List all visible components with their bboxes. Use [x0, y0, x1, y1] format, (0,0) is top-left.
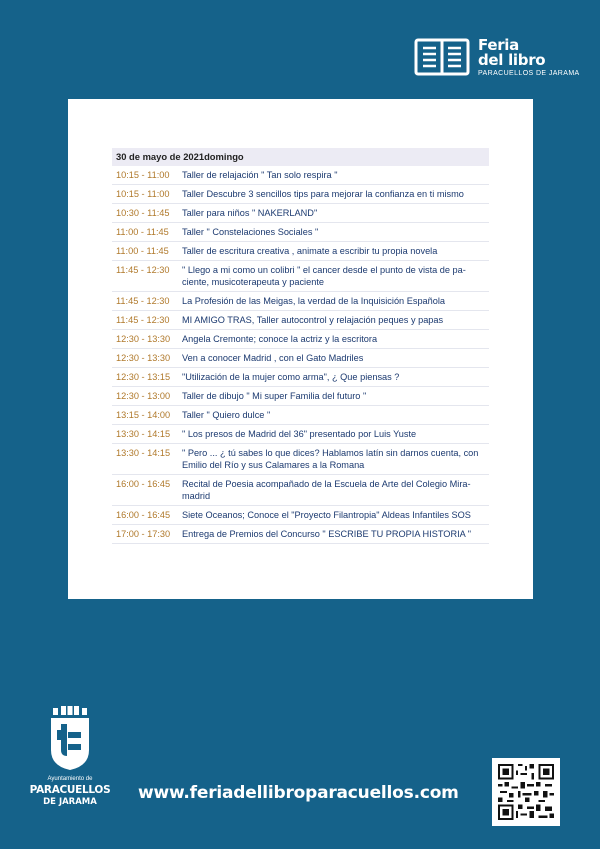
- row-activity: Taller de escritura creativa , animate a escribir tu propia novela: [182, 246, 438, 256]
- schedule-row: [112, 425, 489, 444]
- row-activity: Ven a conocer Madrid , con el Gato Madriles: [182, 353, 364, 363]
- row-activity: La Profesión de las Meigas, la verdad de la Inquisición Española: [182, 296, 446, 306]
- row-activity: " Pero ... ¿ tú sabes lo que dices? Hablamos latín sin darnos cuenta, con Emilio del Río y sus Calamares a la Romana: [182, 448, 479, 470]
- row-time: 12:30 - 13:15: [116, 372, 171, 382]
- qr-code-icon: [498, 764, 554, 820]
- row-activity: Recital de Poesia acompañado de la Escuela de Arte del Colegio Mira-madrid: [182, 479, 471, 501]
- schedule-row: [112, 506, 489, 525]
- feria-logo: [414, 38, 584, 80]
- row-activity: "Utilización de la mujer como arma", ¿ Que piensas ?: [182, 372, 400, 382]
- row-time: 11:45 - 12:30: [116, 265, 170, 275]
- schedule-row: [112, 368, 489, 387]
- row-time: 10:15 - 11:00: [116, 170, 170, 180]
- logo-title-line1: Feria: [478, 36, 519, 54]
- row-activity: Taller " Quiero dulce ": [182, 410, 271, 420]
- schedule-row: [112, 330, 489, 349]
- schedule-row: [112, 525, 489, 544]
- schedule-table: [112, 148, 489, 544]
- schedule-row: [112, 292, 489, 311]
- schedule-row: [112, 475, 489, 506]
- schedule-row: [112, 349, 489, 368]
- row-activity: Angela Cremonte; conoce la actriz y la escritora: [182, 334, 378, 344]
- row-time: 11:45 - 12:30: [116, 315, 170, 325]
- schedule-row: [112, 311, 489, 330]
- row-time: 13:30 - 14:15: [116, 429, 171, 439]
- row-time: 10:30 - 11:45: [116, 208, 170, 218]
- row-activity: Taller para niños " NAKERLAND": [182, 208, 318, 218]
- row-time: 10:15 - 11:00: [116, 189, 170, 199]
- row-time: 11:00 - 11:45: [116, 246, 169, 256]
- logo-subtitle: PARACUELLOS DE JARAMA: [478, 70, 580, 77]
- row-time: 11:45 - 12:30: [116, 296, 170, 306]
- schedule-row: [112, 223, 489, 242]
- row-activity: Taller " Constelaciones Sociales ": [182, 227, 319, 237]
- day-header: 30 de mayo de 2021domingo: [112, 148, 489, 166]
- website-link[interactable]: www.feriadellibroparacuellos.com: [138, 783, 459, 803]
- row-time: 17:00 - 17:30: [116, 529, 171, 539]
- schedule-row: [112, 185, 489, 204]
- row-activity: Entrega de Premios del Concurso " ESCRIBE TU PROPIA HISTORIA ": [182, 529, 472, 539]
- row-time: 12:30 - 13:30: [116, 334, 171, 344]
- town-crest-icon: [47, 706, 93, 772]
- row-time: 13:30 - 14:15: [116, 448, 171, 458]
- town-crest: [22, 706, 118, 826]
- row-activity: Siete Oceanos; Conoce el "Proyecto Filantropia" Aldeas Infantiles SOS: [182, 510, 471, 520]
- schedule-panel: [68, 99, 533, 599]
- schedule-rows: [112, 166, 489, 544]
- schedule-row: [112, 261, 489, 292]
- row-time: 13:15 - 14:00: [116, 410, 171, 420]
- row-activity: Taller de relajación " Tan solo respira ": [182, 170, 338, 180]
- crest-town: PARACUELLOS: [29, 784, 111, 796]
- schedule-row: [112, 406, 489, 425]
- qr-code[interactable]: [492, 758, 560, 826]
- crest-caption: Ayuntamiento de: [47, 776, 93, 782]
- row-activity: " Los presos de Madrid del 36" presentado por Luis Yuste: [182, 429, 417, 439]
- schedule-row: [112, 444, 489, 475]
- row-time: 12:30 - 13:30: [116, 353, 171, 363]
- row-activity: MI AMIGO TRAS, Taller autocontrol y relajación peques y papas: [182, 315, 444, 325]
- row-activity: Taller de dibujo " Mi super Familia del futuro ": [182, 391, 367, 401]
- row-time: 16:00 - 16:45: [116, 479, 171, 489]
- row-time: 11:00 - 11:45: [116, 227, 169, 237]
- schedule-row: [112, 387, 489, 406]
- logo-title-line2: del libro: [478, 51, 546, 69]
- row-activity: Taller Descubre 3 sencillos tips para mejorar la confianza en ti mismo: [182, 189, 464, 199]
- row-time: 12:30 - 13:00: [116, 391, 171, 401]
- row-activity: " Llego a mi como un colibri " el cancer desde el punto de vista de pa-ciente, musicoterapeuta y paciente: [182, 265, 466, 287]
- schedule-row: [112, 204, 489, 223]
- open-book-icon: [414, 38, 470, 78]
- schedule-row: [112, 166, 489, 185]
- row-time: 16:00 - 16:45: [116, 510, 171, 520]
- crest-region: DE JARAMA: [43, 797, 97, 807]
- schedule-row: [112, 242, 489, 261]
